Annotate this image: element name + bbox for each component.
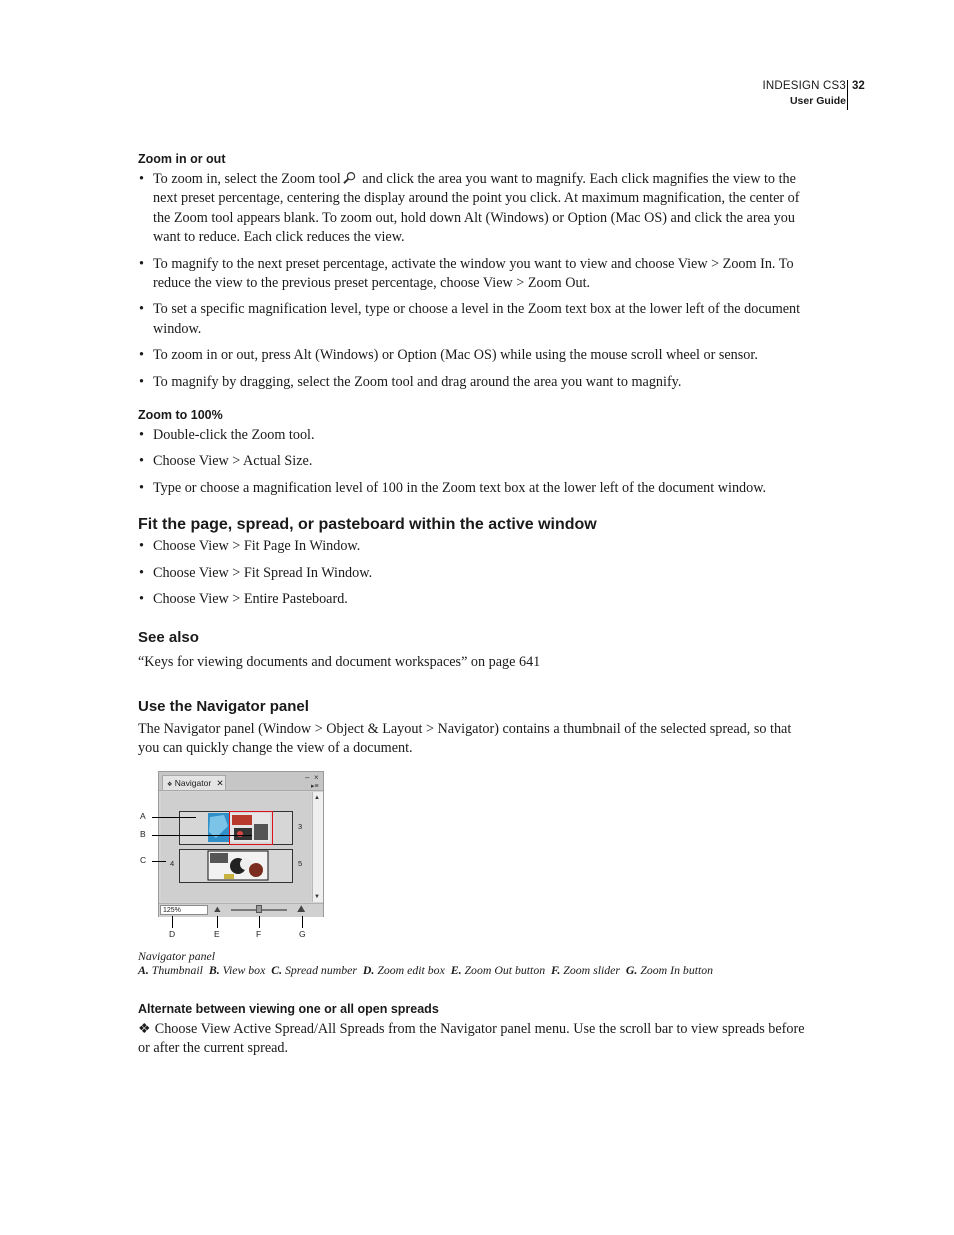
- step-marker-icon: ❖: [138, 1020, 151, 1037]
- list-item: • Choose View > Actual Size.: [138, 452, 814, 471]
- list-item: • Choose View > Entire Pasteboard.: [138, 590, 814, 609]
- panel-footer: [159, 903, 323, 917]
- callout-g: G: [299, 928, 306, 939]
- spread-number: 4: [170, 858, 175, 868]
- list-item: • To zoom in or out, press Alt (Windows) or Option (Mac OS) while using the mouse scroll wheel or sensor.: [138, 346, 814, 365]
- caption-text: Spread number: [285, 963, 357, 978]
- callout-line: [152, 861, 166, 862]
- list-item-text: To zoom in, select the Zoom tool: [153, 171, 341, 187]
- zoom-slider-handle[interactable]: [256, 905, 262, 913]
- caption-text: Zoom edit box: [377, 963, 445, 978]
- caption-text: Zoom Out button: [464, 963, 546, 978]
- alternate-text: Choose View Active Spread/All Spreads from the Navigator panel menu. Use the scroll bar to view spreads before or after the current spread.: [138, 1020, 805, 1057]
- list-item: • Choose View > Fit Spread In Window.: [138, 564, 814, 583]
- callout-line: [172, 916, 173, 928]
- panel-menu-icon[interactable]: ▸≡: [311, 782, 319, 790]
- callout-line: [152, 835, 252, 836]
- callout-e: E: [214, 928, 220, 939]
- product-name: INDESIGN CS3: [762, 80, 846, 92]
- caption-text: View box: [222, 963, 266, 978]
- figure-caption: [138, 949, 814, 978]
- caption-text: Zoom In button: [640, 963, 714, 978]
- zoom-100-heading: Zoom to 100%: [138, 408, 223, 423]
- caption-letter: E.: [450, 963, 462, 978]
- see-also-link[interactable]: “Keys for viewing documents and document workspaces” on page 641: [138, 653, 541, 670]
- header-rule: [847, 80, 848, 110]
- navigator-body: The Navigator panel (Window > Object & Layout > Navigator) contains a thumbnail of the selected spread, so that you can quickly change the view of a document.: [138, 720, 792, 757]
- page-content: [138, 150, 814, 1059]
- callout-d: D: [169, 928, 176, 939]
- list-item-text: and click the area you want to magnify. Each click magnifies the view to the next preset percentage, centering the display around the point you click. At maximum magnification, the center of the Zoom tool appears blank. To zoom out, hold down Alt (Windows) or Option (Mac OS) and click the area you want to reduce. Each click reduces the view.: [153, 171, 800, 246]
- scrollbar[interactable]: [312, 792, 323, 902]
- close-icon[interactable]: ✕: [216, 777, 224, 788]
- navigator-panel: [158, 771, 324, 917]
- caption-letter: A.: [138, 963, 149, 978]
- fit-section-list: [138, 537, 814, 609]
- panel-close-icon[interactable]: ×: [314, 772, 319, 782]
- zoom-in-out-heading: Zoom in or out: [138, 152, 226, 166]
- list-item: • To magnify by dragging, select the Zoom tool and drag around the area you want to magnify.: [138, 373, 814, 392]
- callout-line: [302, 916, 303, 928]
- scroll-up-icon[interactable]: ▲: [314, 794, 320, 801]
- zoom-in-out-list: [138, 170, 814, 392]
- fit-section-heading: Fit the page, spread, or pasteboard within the active window: [138, 516, 597, 534]
- zoom-tool-icon: [342, 171, 357, 185]
- running-head: [762, 79, 846, 109]
- caption-legend: [138, 963, 814, 978]
- alternate-heading: Alternate between viewing one or all open spreads: [138, 1001, 439, 1016]
- caption-text: Thumbnail: [151, 963, 203, 978]
- list-item: • To magnify to the next preset percentage, activate the window you want to view and choose View > Zoom In. To reduce the view to the previous preset percentage, choose View > Zoom Out.: [138, 255, 814, 294]
- spread-number: 5: [298, 858, 303, 868]
- caption-letter: B.: [208, 963, 220, 978]
- tab-navigator[interactable]: [162, 775, 226, 790]
- callout-c: C: [140, 854, 147, 865]
- thumbnail: [180, 850, 292, 882]
- caption-letter: F.: [551, 963, 561, 978]
- see-also-heading: See also: [138, 628, 199, 646]
- callout-a: A: [140, 810, 146, 821]
- scroll-down-icon[interactable]: ▼: [314, 893, 320, 900]
- panel-minimize-icon[interactable]: –: [305, 772, 310, 782]
- navigator-figure: [138, 771, 814, 947]
- callout-line: [152, 817, 196, 818]
- caption-letter: C.: [271, 963, 283, 978]
- zoom-edit-box[interactable]: 125%: [160, 905, 208, 915]
- navigator-heading: Use the Navigator panel: [138, 697, 309, 715]
- list-item: • Type or choose a magnification level of 100 in the Zoom text box at the lower left of the document window.: [138, 479, 814, 498]
- callout-line: [259, 916, 260, 928]
- panel-tabbar: [159, 772, 323, 791]
- list-item: [138, 170, 814, 248]
- guide-name: User Guide: [789, 95, 846, 107]
- zoom-100-list: [138, 426, 814, 498]
- view-box[interactable]: [229, 811, 273, 845]
- list-item: • To set a specific magnification level, type or choose a level in the Zoom text box at the lower left of the document window.: [138, 300, 814, 339]
- page-number: 32: [852, 80, 865, 92]
- zoom-out-icon[interactable]: ⛰: [214, 904, 221, 914]
- zoom-in-icon[interactable]: ⛰: [297, 903, 306, 915]
- caption-letter: D.: [362, 963, 375, 978]
- caption-text: Zoom slider: [563, 963, 620, 978]
- panel-tab-icon: ❖: [167, 781, 173, 788]
- thumbnail-area[interactable]: [161, 792, 311, 902]
- caption-letter: G.: [625, 963, 638, 978]
- caption-title: Navigator panel: [138, 948, 216, 963]
- spread-number: 3: [298, 821, 303, 831]
- spread-thumbnail[interactable]: [170, 849, 303, 883]
- list-item: • Double-click the Zoom tool.: [138, 426, 814, 445]
- tab-label: Navigator: [174, 777, 212, 788]
- callout-line: [217, 916, 218, 928]
- list-item: • Choose View > Fit Page In Window.: [138, 537, 814, 556]
- callout-b: B: [140, 828, 146, 839]
- callout-f: F: [256, 928, 262, 939]
- spread-thumbnail[interactable]: [179, 811, 303, 845]
- alternate-body: [138, 1020, 814, 1059]
